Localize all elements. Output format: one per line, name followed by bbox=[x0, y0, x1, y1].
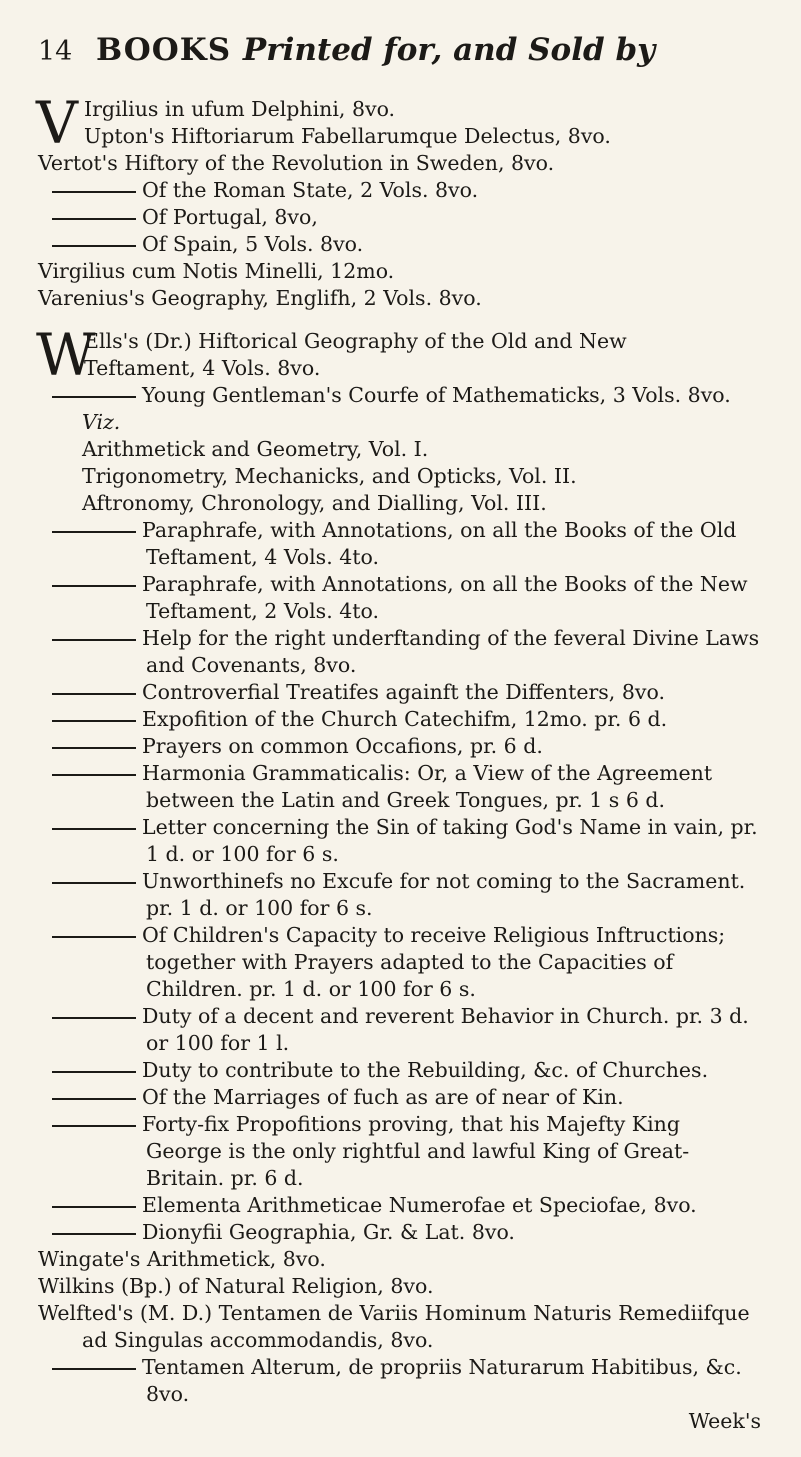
entry-text: Of Children's Capacity to receive Religious Inftructions; together with Prayers adapted to the Capacities of Children. pr. 1 d. or 100 for 6 s. bbox=[142, 923, 726, 1001]
entry-text: Of Spain, 5 Vols. 8vo. bbox=[142, 232, 364, 256]
entry-text: Letter concerning the Sin of taking God's Name in vain, pr. 1 d. or 100 for 6 s. bbox=[142, 815, 758, 866]
catalogue-entry: Wingate's Arithmetick, 8vo. bbox=[38, 1247, 326, 1271]
catalogue-entry bbox=[38, 679, 761, 706]
catalogue-entry: Varenius's Geography, Englifh, 2 Vols. 8vo. bbox=[38, 286, 482, 310]
catalogue-entry: Vertot's Hiftory of the Revolution in Sweden, 8vo. bbox=[38, 151, 555, 175]
page-number: 14 bbox=[38, 36, 73, 67]
ditto-rule bbox=[52, 585, 136, 587]
entry-text: Paraphrafe, with Annotations, on all the Books of the New Teftament, 2 Vols. 4to. bbox=[142, 572, 748, 623]
entry-text: Duty of a decent and reverent Behavior in Church. pr. 3 d. or 100 for 1 l. bbox=[142, 1004, 749, 1055]
catalogue-entry: Aftronomy, Chronology, and Dialling, Vol. III. bbox=[82, 491, 547, 515]
entry-text: Help for the right underftanding of the feveral Divine Laws and Covenants, 8vo. bbox=[142, 626, 760, 677]
catalogue-entry bbox=[38, 571, 761, 625]
drop-cap: W bbox=[36, 321, 96, 389]
ditto-rule bbox=[52, 1071, 136, 1073]
catalogue-entry: Trigonometry, Mechanicks, and Opticks, Vol. II. bbox=[82, 464, 577, 488]
ditto-rule bbox=[52, 1233, 136, 1235]
entry-text: Upton's Hiftoriarum Fabellarumque Delectus, 8vo. bbox=[84, 124, 611, 148]
ditto-rule bbox=[52, 396, 136, 398]
ditto-rule bbox=[52, 1017, 136, 1019]
catalogue-entry: Arithmetick and Geometry, Vol. I. bbox=[82, 437, 429, 461]
ditto-rule bbox=[52, 191, 136, 193]
entry-text: Expofition of the Church Catechifm, 12mo. pr. 6 d. bbox=[142, 707, 668, 731]
catalogue-entry bbox=[38, 1219, 761, 1246]
catalogue-section bbox=[36, 321, 761, 1408]
ditto-rule bbox=[52, 720, 136, 722]
catalogue-entry bbox=[38, 382, 761, 409]
catalogue-entry bbox=[38, 868, 761, 922]
ditto-rule bbox=[52, 747, 136, 749]
ditto-rule bbox=[52, 882, 136, 884]
catalogue-entry: Welfted's (M. D.) Tentamen de Variis Hominum Naturis Remediifque ad Singulas accommodandis, 8vo. bbox=[38, 1301, 750, 1352]
entry-text: Harmonia Grammaticalis: Or, a View of the Agreement between the Latin and Greek Tongues, pr. 1 s 6 d. bbox=[142, 761, 713, 812]
ditto-rule bbox=[52, 693, 136, 695]
running-title-caps: BOOKS bbox=[96, 32, 232, 68]
entry-text: Irgilius in ufum Delphini, 8vo. bbox=[84, 97, 396, 121]
ditto-rule bbox=[52, 936, 136, 938]
ditto-rule bbox=[52, 1368, 136, 1370]
catalogue-entry bbox=[38, 814, 761, 868]
ditto-rule bbox=[52, 1098, 136, 1100]
ditto-rule bbox=[52, 639, 136, 641]
catalogue-entry bbox=[38, 231, 761, 258]
catalogue-entry bbox=[38, 922, 761, 1003]
entry-text: Of the Roman State, 2 Vols. 8vo. bbox=[142, 178, 479, 202]
catalogue-entry: Virgilius cum Notis Minelli, 12mo. bbox=[38, 259, 395, 283]
ditto-rule bbox=[52, 531, 136, 533]
catalogue-entry bbox=[38, 177, 761, 204]
ditto-rule bbox=[52, 245, 136, 247]
entry-text: Of the Marriages of fuch as are of near of Kin. bbox=[142, 1085, 624, 1109]
drop-cap: V bbox=[36, 89, 78, 157]
catalogue-entry bbox=[38, 625, 761, 679]
catalogue-entry bbox=[38, 706, 761, 733]
catalogue-entry bbox=[38, 123, 761, 150]
catalogue-section bbox=[36, 89, 761, 312]
entry-text: Tentamen Alterum, de propriis Naturarum Habitibus, &c. 8vo. bbox=[142, 1355, 742, 1406]
ditto-rule bbox=[52, 218, 136, 220]
catalogue-entry bbox=[38, 1057, 761, 1084]
entry-text: Of Portugal, 8vo, bbox=[142, 205, 318, 229]
catalogue-entry: Viz. bbox=[82, 410, 121, 434]
catalogue-entries bbox=[36, 89, 761, 1408]
entry-text: Paraphrafe, with Annotations, on all the Books of the Old Teftament, 4 Vols. 4to. bbox=[142, 518, 737, 569]
entry-text: Prayers on common Occafions, pr. 6 d. bbox=[142, 734, 543, 758]
entry-text: Forty-fix Propofitions proving, that his Majefty King George is the only rightful and lawful King of Great-Britain. pr. 6 d. bbox=[142, 1112, 690, 1190]
catalogue-entry: Wilkins (Bp.) of Natural Religion, 8vo. bbox=[38, 1274, 434, 1298]
running-title-italic: Printed for, and Sold by bbox=[242, 32, 656, 68]
entry-text: Teftament, 4 Vols. 8vo. bbox=[84, 356, 321, 380]
entry-text: Dionyfii Geographia, Gr. & Lat. 8vo. bbox=[142, 1220, 515, 1244]
catalogue-entry bbox=[38, 1084, 761, 1111]
ditto-rule bbox=[52, 774, 136, 776]
catalogue-entry bbox=[38, 1192, 761, 1219]
entry-text: Duty to contribute to the Rebuilding, &c. of Churches. bbox=[142, 1058, 709, 1082]
catalogue-entry bbox=[38, 1003, 761, 1057]
entry-text: Controverfial Treatifes againft the Diffenters, 8vo. bbox=[142, 680, 665, 704]
ditto-rule bbox=[52, 1206, 136, 1208]
catalogue-entry bbox=[38, 517, 761, 571]
entry-text: Ells's (Dr.) Hiftorical Geography of the Old and New bbox=[84, 329, 627, 353]
page-header bbox=[38, 32, 761, 80]
catalogue-entry bbox=[38, 204, 761, 231]
ditto-rule bbox=[52, 1125, 136, 1127]
catalogue-entry bbox=[38, 1111, 761, 1192]
catalogue-entry bbox=[38, 355, 761, 382]
catalogue-entry bbox=[38, 733, 761, 760]
catalogue-entry bbox=[38, 1354, 761, 1408]
catalogue-entry bbox=[38, 760, 761, 814]
entry-text: Elementa Arithmeticae Numerofae et Speciofae, 8vo. bbox=[142, 1193, 697, 1217]
catchword: Week's bbox=[688, 1409, 761, 1433]
entry-text: Young Gentleman's Courfe of Mathematicks, 3 Vols. 8vo. bbox=[142, 383, 731, 407]
ditto-rule bbox=[52, 828, 136, 830]
running-title bbox=[96, 32, 655, 68]
entry-text: Unworthinefs no Excufe for not coming to the Sacrament. pr. 1 d. or 100 for 6 s. bbox=[142, 869, 746, 920]
